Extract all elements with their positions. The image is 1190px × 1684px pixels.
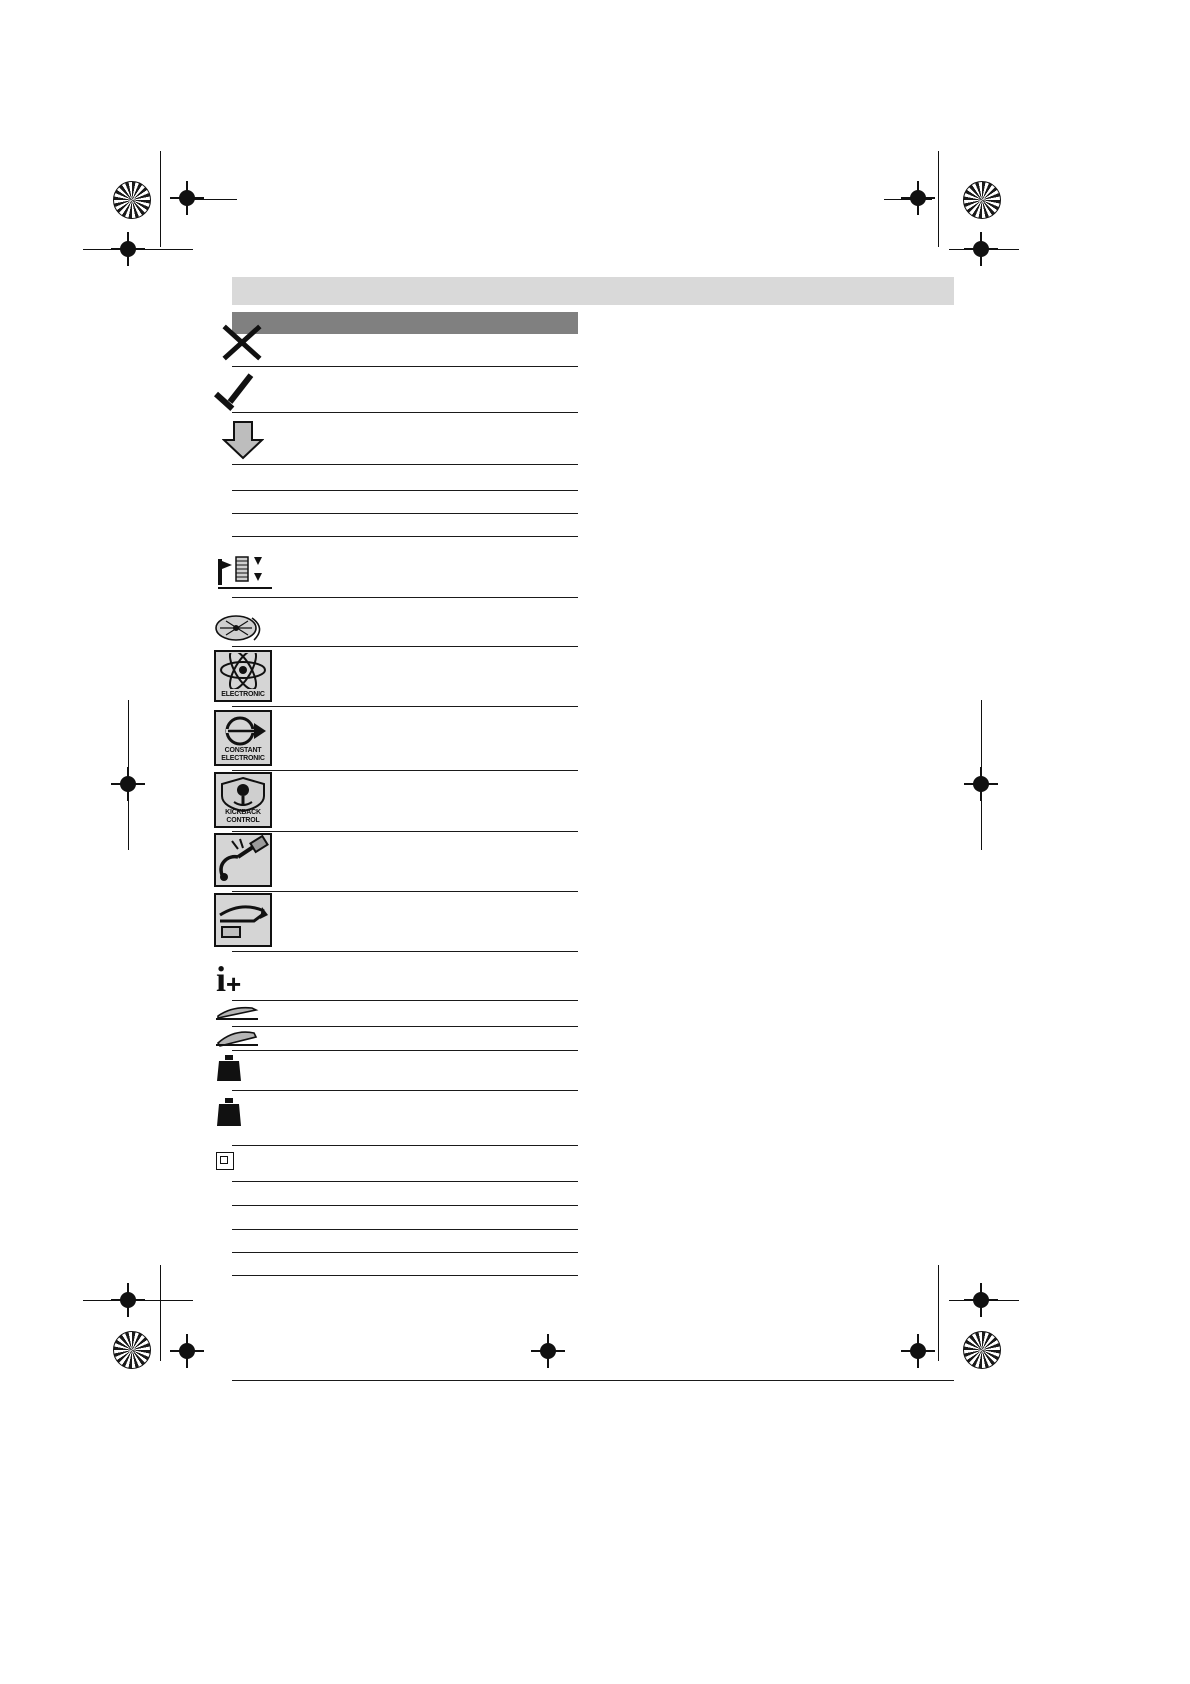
section-header-band bbox=[232, 312, 578, 334]
table-rule bbox=[232, 1090, 578, 1091]
table-rule bbox=[232, 646, 578, 647]
constant-electronic-badge-icon bbox=[214, 710, 272, 766]
double-insulation-icon bbox=[216, 1152, 234, 1170]
footer-rule bbox=[232, 1380, 954, 1381]
table-rule bbox=[232, 706, 578, 707]
weight-large-icon bbox=[216, 1096, 242, 1130]
table-rule bbox=[232, 536, 578, 537]
angled-wheel-icon bbox=[214, 1029, 260, 1047]
table-rule bbox=[232, 891, 578, 892]
info-plus-glyph: + bbox=[226, 969, 242, 999]
electronic-badge-icon bbox=[214, 650, 272, 702]
down-arrow-icon bbox=[222, 420, 264, 460]
x-mark-icon bbox=[216, 322, 260, 362]
kickback-badge-label-2: CONTROL bbox=[226, 816, 260, 824]
table-rule bbox=[232, 1000, 578, 1001]
table-rule bbox=[232, 1181, 578, 1182]
table-rule bbox=[232, 1252, 578, 1253]
table-rule bbox=[232, 951, 578, 952]
table-rule bbox=[232, 490, 578, 491]
table-rule bbox=[232, 1050, 578, 1051]
tool-change-icon bbox=[214, 833, 272, 887]
table-rule bbox=[232, 1145, 578, 1146]
table-rule bbox=[232, 770, 578, 771]
table-rule bbox=[232, 1275, 578, 1276]
table-rule bbox=[232, 1205, 578, 1206]
table-rule bbox=[232, 513, 578, 514]
kickback-badge-label-1: KICKBACK bbox=[225, 808, 261, 816]
table-rule bbox=[232, 464, 578, 465]
table-rule bbox=[232, 1026, 578, 1027]
table-rule bbox=[232, 597, 578, 598]
kickback-control-badge-icon bbox=[214, 772, 272, 828]
table-rule bbox=[232, 1229, 578, 1230]
constant-badge-label-2: ELECTRONIC bbox=[221, 754, 265, 762]
constant-badge-label-1: CONSTANT bbox=[224, 746, 262, 754]
depth-stop-icon bbox=[216, 553, 274, 593]
table-rule bbox=[232, 366, 578, 367]
flat-wheel-icon bbox=[214, 1004, 260, 1022]
disc-grinding-icon bbox=[214, 612, 270, 644]
check-mark-icon bbox=[214, 375, 260, 409]
info-plus-icon bbox=[216, 957, 272, 997]
table-rule bbox=[232, 831, 578, 832]
electronic-badge-label: ELECTRONIC bbox=[221, 690, 265, 698]
guard-adjust-icon bbox=[214, 893, 272, 947]
table-rule bbox=[232, 412, 578, 413]
info-i-glyph: i bbox=[216, 959, 227, 999]
page-header-band bbox=[232, 277, 954, 305]
weight-icon bbox=[216, 1053, 242, 1085]
